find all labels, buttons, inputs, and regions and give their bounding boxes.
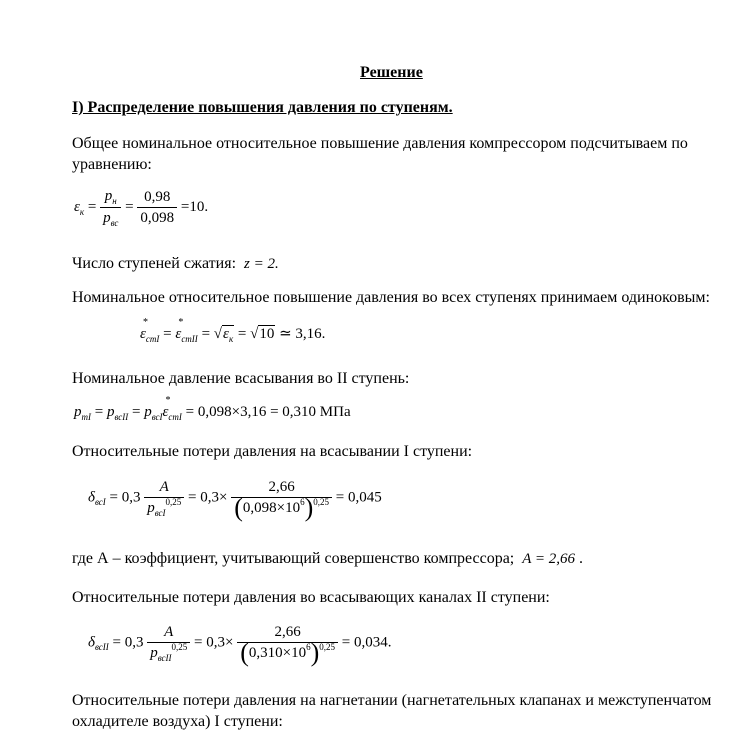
paragraph-5: Относительные потери давления на всасывании I ступени: — [72, 443, 473, 460]
eq1-lhs: ε — [74, 198, 80, 215]
equation-4: $\delta_{всI} = 0,3$ $\frac{A}{p_{всI}^{0,25}}$ = 0,3× $\frac{2,66}{(0,098\times 10^6)^{0,25}}$ = 0,045 — [88, 479, 382, 522]
section-heading: I) Распределение повышения давления по ступеням. — [72, 99, 453, 116]
page-title: Решение — [360, 64, 423, 81]
paragraph-6: где А – коэффициент, учитывающий совершенство компрессора; A = 2,66 . — [72, 550, 584, 567]
equation-1: $\varepsilon_к$ = $\frac{p_н}{p_{вс}}$ = $\frac{0,98}{0,098}$ =10. — [74, 188, 209, 228]
equation-5: $\delta_{всII} = 0,3$ $\frac{A}{p_{всII}^{0,25}}$ = 0,3× $\frac{2,66}{(0,310\times 10^6)^{0,25}}$ = 0,034. — [88, 624, 392, 667]
p2-formula: z = 2. — [244, 256, 279, 272]
paragraph-4: Номинальное давление всасывания во II ступень: — [72, 370, 410, 387]
p6-formula: A = 2,66 — [522, 551, 576, 567]
paragraph-8: Относительные потери давления на нагнетании (нагнетательных клапанах и межступенчатом охладителе воздуха) I ступени: — [72, 692, 712, 730]
equation-2: * $\varepsilon_{стI}$ = * $\varepsilon_{стII} = √\varepsilon_к = √10$ ≃ 3,16. — [140, 317, 326, 344]
eq5-result: = 0,034. — [341, 634, 392, 651]
equation-3: $p_{mI} = p_{всII} = p_{всI}$ * $\varepsilon_{стI} = 0,098\times 3,16 = 0,310$ МПа — [74, 395, 351, 422]
paragraph-2: Число ступеней сжатия: z = 2. — [72, 255, 279, 272]
eq3-result: = 0,098×3,16 = 0,310 МПа — [185, 404, 351, 420]
eq1-lhs-sub: к — [79, 206, 85, 217]
eq1-result: =10. — [180, 198, 209, 215]
paragraph-3: Номинальное относительное повышение давления во всех ступенях принимаем одиноковым: — [72, 289, 710, 306]
eq4-result: = 0,045 — [335, 489, 382, 506]
eq1-frac-1: $\frac{p_н}{p_{вс}}$ — [100, 187, 121, 228]
paragraph-7: Относительные потери давления во всасывающих каналах II ступени: — [72, 589, 550, 606]
eq1-frac-2: $\frac{0,98}{0,098}$ — [137, 188, 177, 227]
eq2-result: ≃ 3,16. — [279, 326, 326, 342]
paragraph-1: Общее номинальное относительное повышение давления компрессором подсчитываем по уравнению: — [72, 135, 688, 173]
